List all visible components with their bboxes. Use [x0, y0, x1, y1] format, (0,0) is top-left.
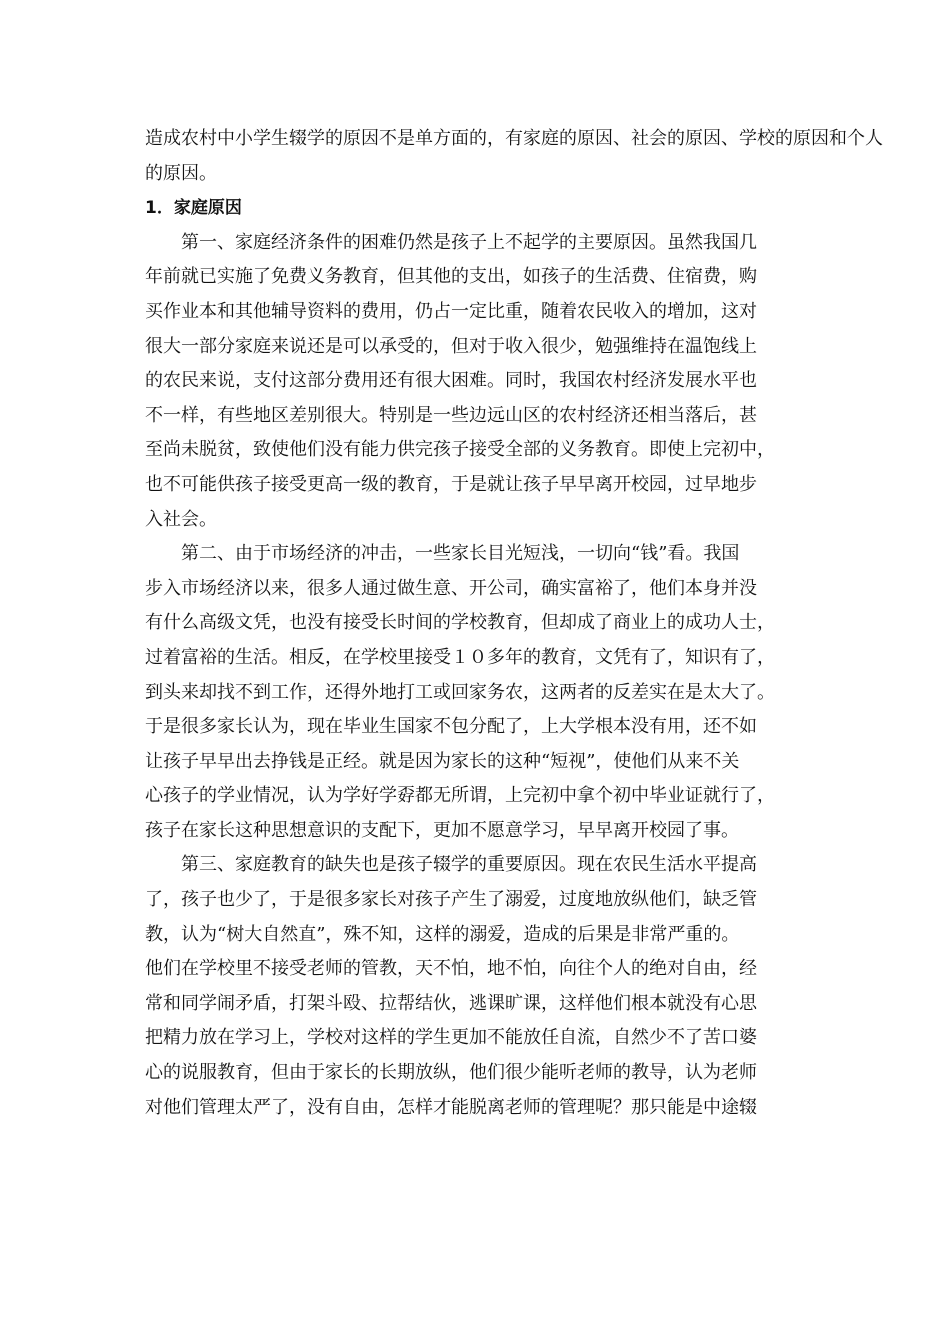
paragraph-line: 心孩子的学业情况，认为学好学孬都无所谓，上完初中拿个初中毕业证就行了， — [145, 785, 775, 807]
paragraph-line: 对他们管理太严了，没有自由，怎样才能脱离老师的管理呢？那只能是中途辍 — [145, 1096, 757, 1118]
paragraph-line: 常和同学闹矛盾，打架斗殴、拉帮结伙，逃课旷课，这样他们根本就没有心思 — [145, 992, 757, 1014]
paragraph-line: 教，认为“树大自然直”，殊不知，这样的溺爱，造成的后果是非常严重的。 — [145, 923, 740, 945]
paragraph-line: 他们在学校里不接受老师的管教，天不怕，地不怕，向往个人的绝对自由，经 — [145, 958, 757, 980]
paragraph-line: 了，孩子也少了，于是很多家长对孩子产生了溺爱，过度地放纵他们，缺乏管 — [145, 889, 757, 911]
paragraph-line: 把精力放在学习上，学校对这样的学生更加不能放任自流，自然少不了苦口婆 — [145, 1027, 757, 1049]
paragraph-line: 孩子在家长这种思想意识的支配下，更加不愿意学习，早早离开校园了事。 — [145, 819, 739, 841]
paragraph-line: 步入市场经济以来，很多人通过做生意、开公司，确实富裕了，他们本身并没 — [145, 577, 757, 599]
paragraph-line: 入社会。 — [145, 508, 217, 530]
paragraph-line: 第三、家庭教育的缺失也是孩子辍学的重要原因。现在农民生活水平提高 — [181, 854, 757, 876]
paragraph-line: 至尚未脱贫，致使他们没有能力供完孩子接受全部的义务教育。即使上完初中， — [145, 439, 775, 461]
paragraph-line: 很大一部分家庭来说还是可以承受的，但对于收入很少，勉强维持在温饱线上 — [145, 335, 757, 357]
body-text — [145, 122, 945, 1125]
paragraph-line: 第二、由于市场经济的冲击，一些家长目光短浅，一切向“钱”看。我国 — [181, 543, 740, 565]
paragraph-line: 有什么高级文凭，也没有接受长时间的学校教育，但却成了商业上的成功人士， — [145, 612, 775, 634]
intro-line: 的原因。 — [145, 162, 217, 184]
paragraph-line: 不一样，有些地区差别很大。特别是一些边远山区的农村经济还相当落后，甚 — [145, 404, 757, 426]
paragraph-line: 过着富裕的生活。相反，在学校里接受１０多年的教育，文凭有了，知识有了， — [145, 646, 775, 668]
paragraph-line: 也不可能供孩子接受更高一级的教育，于是就让孩子早早离开校园，过早地步 — [145, 473, 757, 495]
section-heading: 1．家庭原因 — [145, 198, 242, 219]
paragraph-line: 年前就已实施了免费义务教育，但其他的支出，如孩子的生活费、住宿费，购 — [145, 266, 757, 288]
paragraph-line: 让孩子早早出去挣钱是正经。就是因为家长的这种“短视”，使他们从来不关 — [145, 750, 740, 772]
intro-line: 造成农村中小学生辍学的原因不是单方面的，有家庭的原因、社会的原因、学校的原因和个人 — [145, 128, 883, 149]
paragraph-line: 第一、家庭经济条件的困难仍然是孩子上不起学的主要原因。虽然我国几 — [181, 231, 757, 253]
paragraph-line: 买作业本和其他辅导资料的费用，仍占一定比重，随着农民收入的增加，这对 — [145, 300, 757, 322]
paragraph-line: 心的说服教育，但由于家长的长期放纵，他们很少能听老师的教导，认为老师 — [145, 1062, 757, 1084]
paragraph-line: 于是很多家长认为，现在毕业生国家不包分配了，上大学根本没有用，还不如 — [145, 716, 757, 738]
paragraph-line: 到头来却找不到工作，还得外地打工或回家务农，这两者的反差实在是太大了。 — [145, 681, 775, 703]
paragraph-line: 的农民来说，支付这部分费用还有很大困难。同时，我国农村经济发展水平也 — [145, 370, 757, 392]
